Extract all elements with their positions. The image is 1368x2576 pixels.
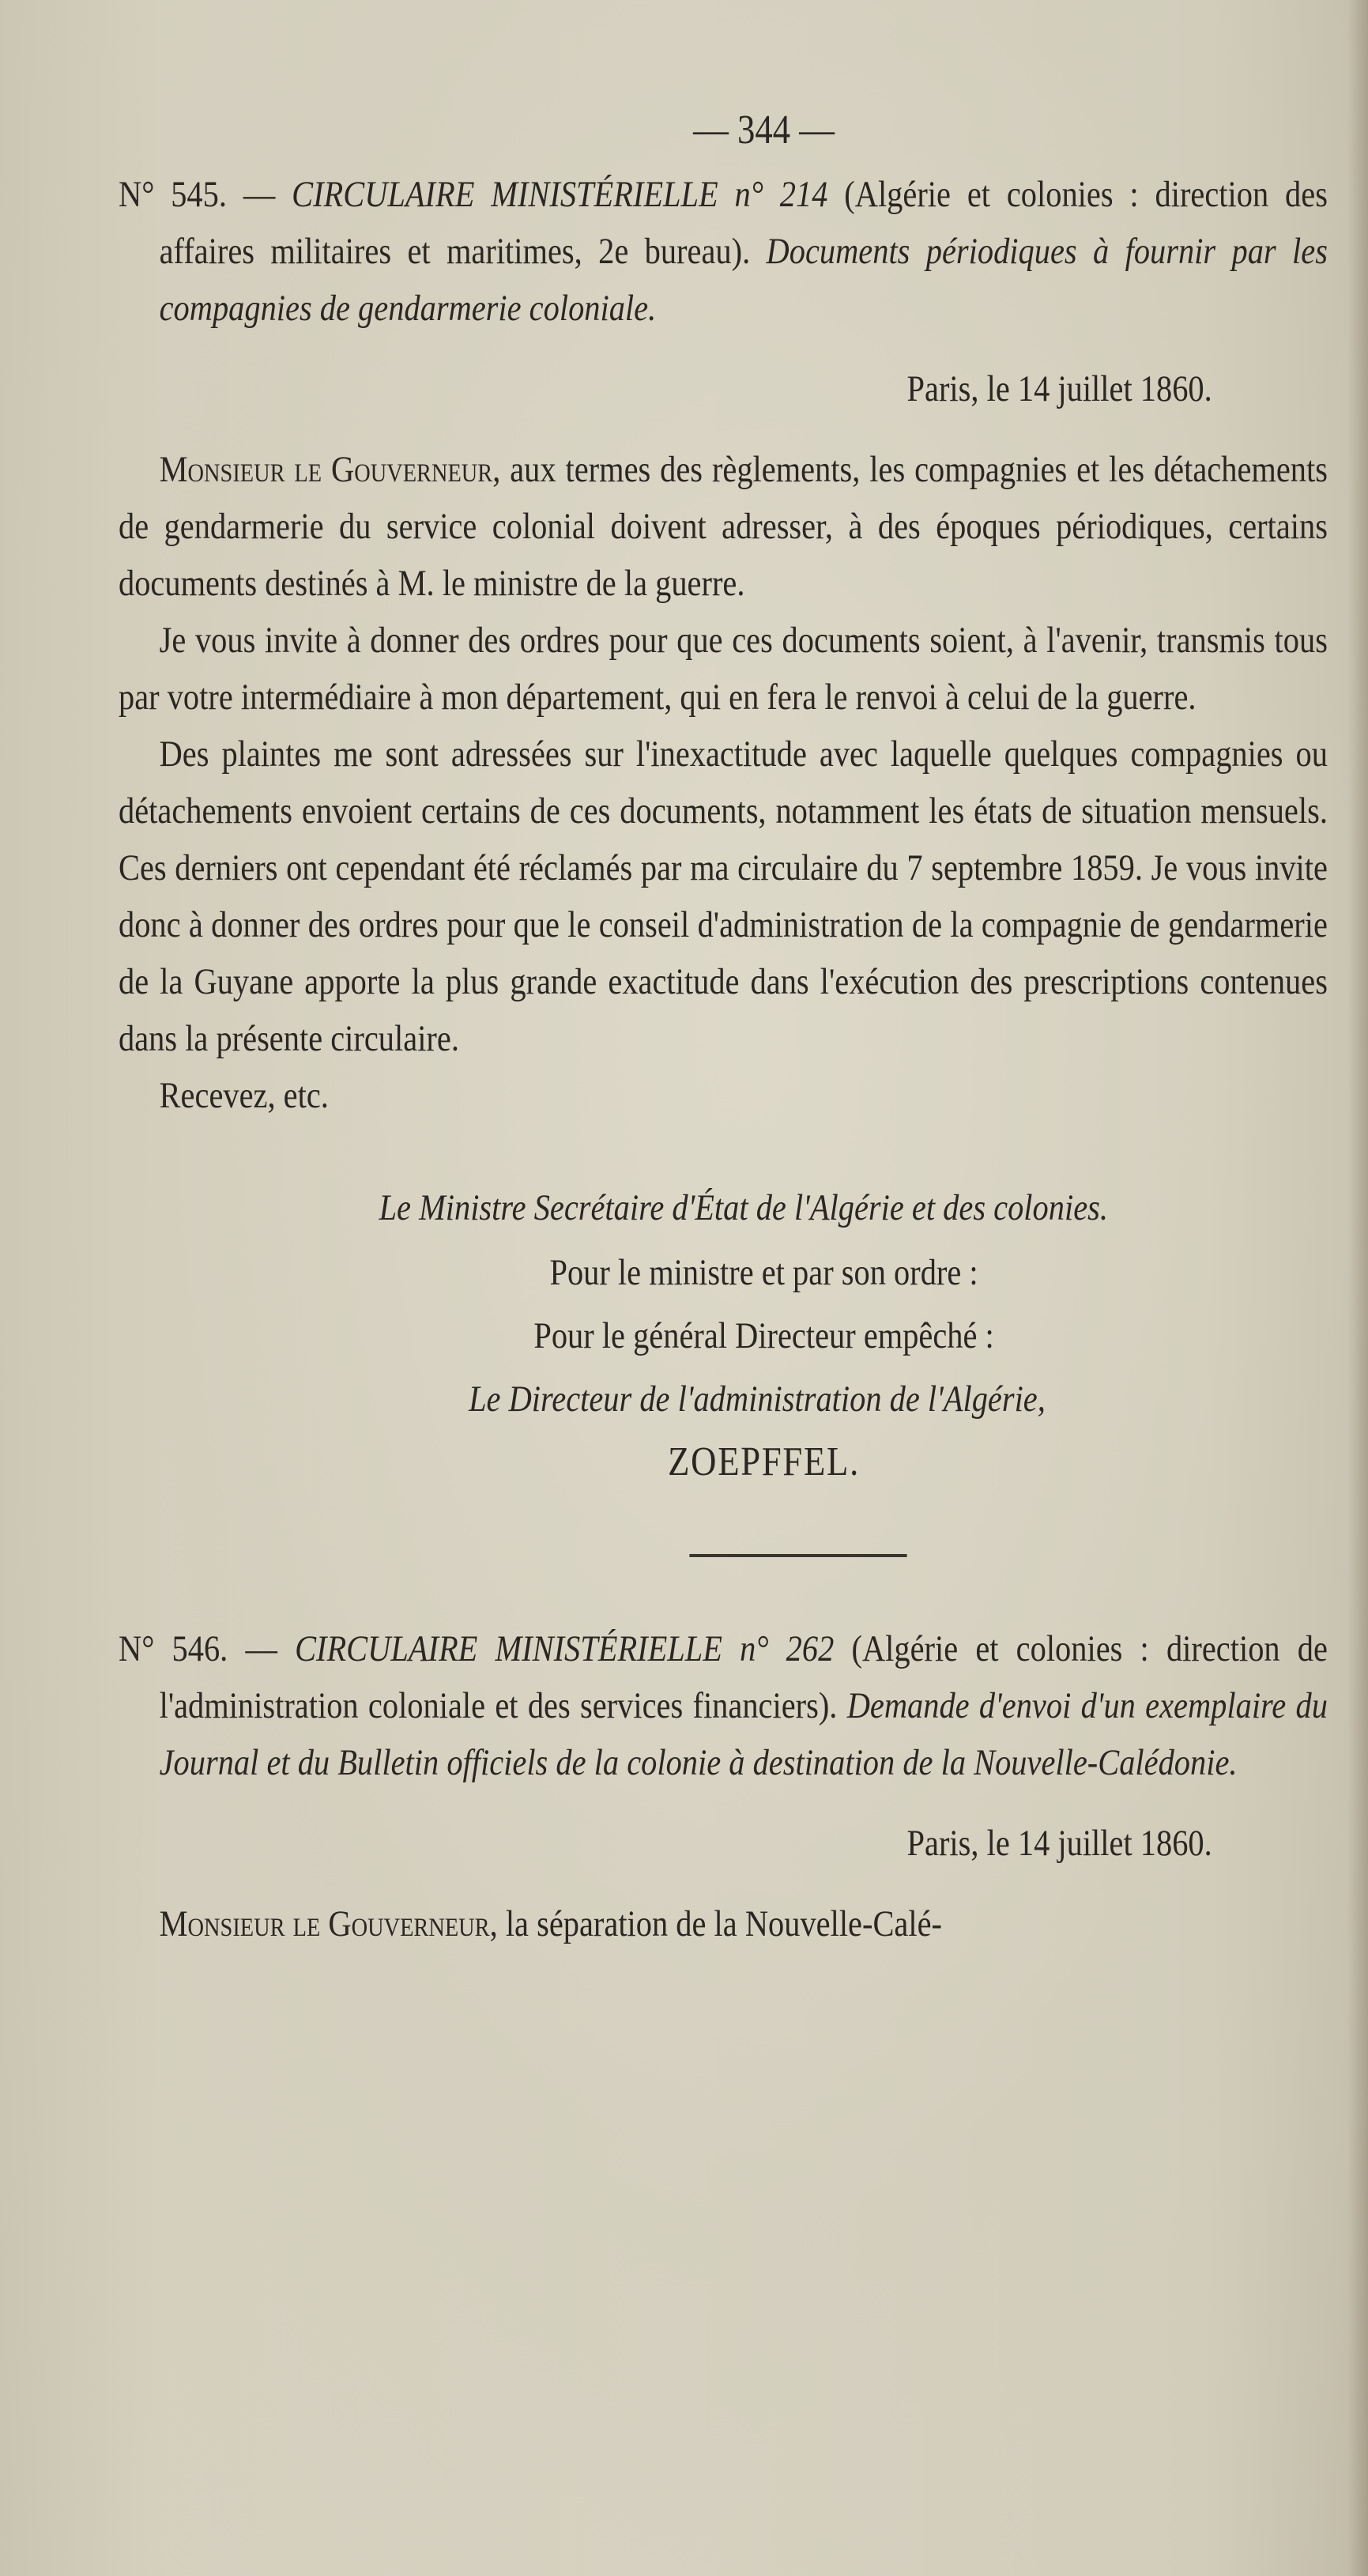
circular-545-salutation: Monsieur le Gouverneur, [159,449,501,490]
circular-546-salutation: Monsieur le Gouverneur, [159,1903,498,1944]
circular-545-title: CIRCULAIRE MINISTÉRIELLE n° 214 [292,174,828,215]
circular-546-paragraph-1 [119,1895,1328,1952]
circular-545-signature-role: Le Directeur de l'administration de l'Algérie, [469,1379,1046,1420]
page-number: — 344 — [693,107,835,153]
circular-545-paragraph-1-text: aux termes des règlements, les compagnies et les détachements de gendarmerie du service colonial doivent adresser, à des époques périodiques, certains documents destinés à M. le ministre de la guerre. [119,449,1328,604]
circular-545-signature-order: Pour le ministre et par son ordre : [549,1252,978,1293]
circular-546-title: CIRCULAIRE MINISTÉRIELLE n° 262 [295,1628,835,1669]
circular-545-number: N° 545. — [119,174,276,215]
circular-546-number: N° 546. — [119,1628,277,1669]
circular-545-closing: Recevez, etc. [159,1075,329,1116]
circular-546-opening: la séparation de la Nouvelle-Calé- [505,1903,942,1944]
circular-545-date: Paris, le 14 juillet 1860. [906,368,1212,409]
document-page [119,95,1328,1952]
circular-546-date: Paris, le 14 juillet 1860. [906,1823,1212,1864]
circular-545-signature-title: Le Ministre Secrétaire d'État de l'Algérie et des colonies. [379,1187,1108,1228]
circular-546-subject: Demande d'envoi d'un exemplaire du Journal et du Bulletin officiels de la colonie à destination de la Nouvelle-Calédonie. [159,1685,1328,1783]
circular-545-heading [119,166,1328,337]
section-divider [689,1554,906,1557]
circular-546-issuer: (Algérie et colonies : direction de l'administration coloniale et des services financiers). [159,1628,1328,1726]
page-gutter-shadow [1347,0,1368,2576]
circular-545-signature-delegate: Pour le général Directeur empêché : [533,1315,994,1356]
circular-545-subject: Documents périodiques à fournir par les compagnies de gendarmerie coloniale. [159,231,1328,329]
circular-545-signature-name: ZOEPFFEL. [668,1439,860,1484]
circular-545-paragraph-2: Je vous invite à donner des ordres pour que ces documents soient, à l'avenir, transmis tous par votre intermédiaire à mon département, qui en fera le renvoi à celui de la guerre. [119,620,1328,718]
circular-545-paragraph-3: Des plaintes me sont adressées sur l'inexactitude avec laquelle quelques compagnies ou détachements envoient certains de ces documents, notamment les états de situation mensuels. Ces derniers ont cependant été réclamés par ma circulaire du 7 septembre 1859. Je vous invite donc à donner des ordres pour que le conseil d'administration de la compagnie de gendarmerie de la Guyane apporte la plus grande exactitude dans l'exécution des prescriptions contenues dans la présente circulaire. [119,734,1328,1059]
circular-546-heading [119,1620,1328,1791]
circular-545-paragraph-1 [119,441,1328,612]
circular-545-issuer: (Algérie et colonies : direction des affaires militaires et maritimes, 2e bureau). [159,174,1328,272]
